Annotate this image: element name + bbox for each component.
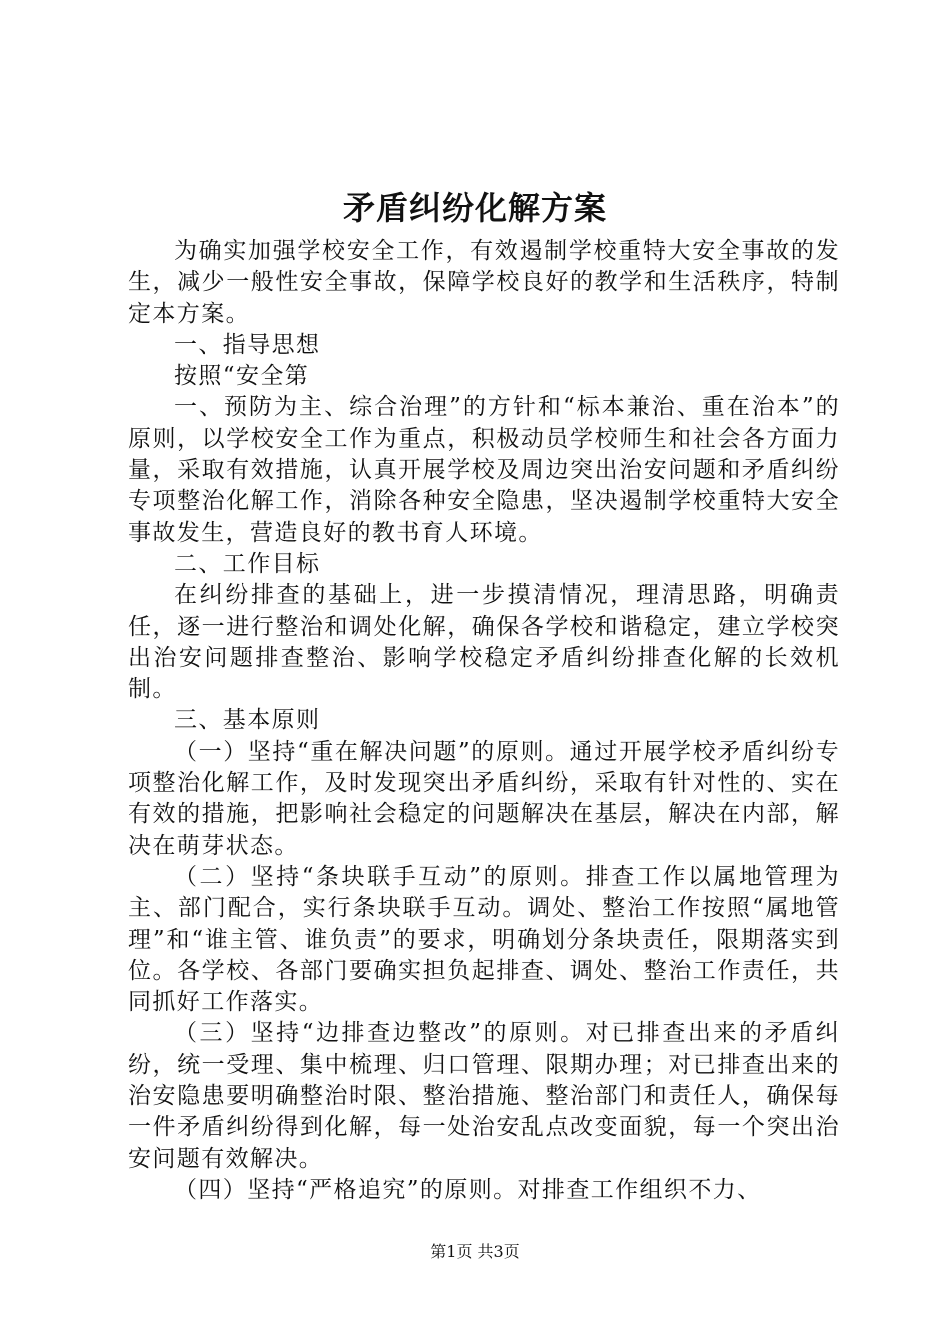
heading-basic-principles: 三、基本原则 — [174, 707, 321, 734]
paragraph-principle-2: （二）坚持“条块联手互动”的原则。排查工作以属地管理为主、部门配合，实行条块联手互动。调处、整治工作按照“属地管理”和“谁主管、谁负责”的要求，明确划分条块责任，限期落实到位。各学校、各部门要确实担负起排查、调处、整治工作责任，共同抓好工作落实。 — [128, 863, 840, 1016]
document-title: 矛盾纠纷化解方案 — [342, 189, 607, 227]
paragraph-principle-3: （三）坚持“边排查边整改”的原则。对已排查出来的矛盾纠纷，统一受理、集中梳理、归口管理、限期办理；对已排查出来的治安隐患要明确整治时限、整治措施、整治部门和责任人，确保每一件矛盾纠纷得到化解，每一处治安乱点改变面貌，每一个突出治安问题有效解决。 — [128, 1020, 840, 1172]
paragraph-work-goals: 在纠纷排查的基础上，进一步摸清情况，理清思路，明确责任，逐一进行整治和调处化解，确保各学校和谐稳定，建立学校突出治安问题排查整治、影响学校稳定矛盾纠纷排查化解的长效机制。 — [128, 582, 840, 703]
document-body — [128, 236, 840, 1206]
page-footer: 第1页 共3页 — [430, 1242, 520, 1261]
paragraph-according-to: 按照“安全第 — [174, 363, 310, 390]
paragraph-principle-4: （四）坚持“严格追究”的原则。对排查工作组织不力、 — [174, 1176, 762, 1203]
paragraph-guiding-principle: 一、预防为主、综合治理”的方针和“标本兼治、重在治本”的原则，以学校安全工作为重点，积极动员学校师生和社会各方面力量，采取有效措施，认真开展学校及周边突出治安问题和矛盾纠纷专项整治化解工作，消除各种安全隐患，坚决遏制学校重特大安全事故发生，营造良好的教书育人环境。 — [128, 394, 840, 546]
heading-work-goals: 二、工作目标 — [174, 550, 321, 577]
paragraph-intro: 为确实加强学校安全工作，有效遏制学校重特大安全事故的发生，减少一般性安全事故，保障学校良好的教学和生活秩序，特制定本方案。 — [128, 238, 840, 327]
paragraph-principle-1: （一）坚持“重在解决问题”的原则。通过开展学校矛盾纠纷专项整治化解工作，及时发现突出矛盾纠纷，采取有针对性的、实在有效的措施，把影响社会稳定的问题解决在基层，解决在内部，解决在萌芽状态。 — [128, 738, 840, 859]
heading-guiding-ideology: 一、指导思想 — [174, 331, 321, 358]
